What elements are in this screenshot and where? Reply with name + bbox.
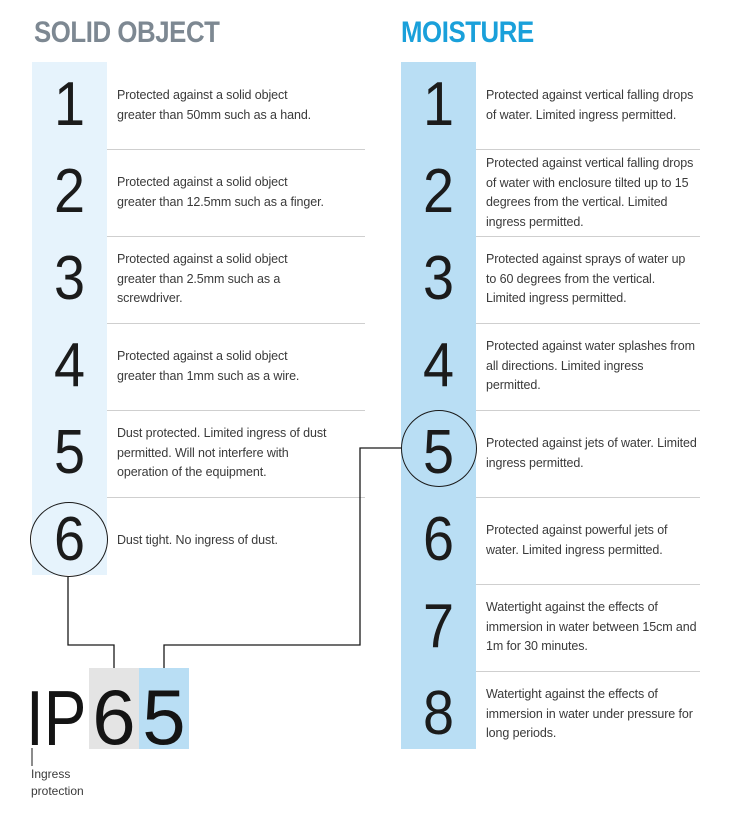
solid-level-description: Protected against a solid object greater than 1mm such as a wire. xyxy=(117,349,300,383)
solid-level-number: 4 xyxy=(53,331,86,400)
ip-moisture-digit: 5 xyxy=(142,673,186,761)
ip-prefix: IP xyxy=(26,674,87,762)
solid-connector-line xyxy=(68,577,114,668)
moisture-level-number: 4 xyxy=(422,331,455,400)
solid-level-description: Dust tight. No ingress of dust. xyxy=(117,533,278,547)
solid-level-description: Protected against a solid object greater than 12.5mm such as a finger. xyxy=(117,175,324,209)
solid-level-number: 6 xyxy=(53,505,86,574)
moisture-level-description: Protected against vertical falling drops of water with enclosure tilted up to 15 degrees from the vertical. Limited ingress permitted. xyxy=(486,156,694,229)
moisture-level-number: 3 xyxy=(422,244,455,313)
solid-level-number: 2 xyxy=(53,157,86,226)
moisture-level-number: 1 xyxy=(422,70,455,139)
moisture-level-number: 6 xyxy=(422,505,455,574)
solid-object-title: SOLID OBJECT xyxy=(34,16,220,49)
ip-solid-digit-box xyxy=(89,668,139,761)
solid-level-number: 5 xyxy=(53,418,86,487)
ip-solid-digit: 6 xyxy=(92,673,136,761)
moisture-level-description: Watertight against the effects of immersion in water under pressure for long periods. xyxy=(486,687,693,740)
moisture-level-number: 2 xyxy=(422,157,455,226)
moisture-title: MOISTURE xyxy=(401,16,534,49)
moisture-level-description: Protected against sprays of water up to 60 degrees from the vertical. Limited ingress permitted. xyxy=(486,252,686,305)
ingress-protection-label: Ingress protection xyxy=(31,767,84,798)
moisture-level-description: Protected against jets of water. Limited ingress permitted. xyxy=(486,436,697,470)
moisture-level-number: 8 xyxy=(422,679,455,748)
solid-level-description: Dust protected. Limited ingress of dust permitted. Will not interfere with operation of the equipment. xyxy=(117,426,327,479)
moisture-level-description: Watertight against the effects of immersion in water between 15cm and 1m for 30 minutes. xyxy=(486,600,697,653)
solid-level-number: 3 xyxy=(53,244,86,313)
moisture-connector-line xyxy=(164,448,401,668)
solid-level-number: 1 xyxy=(53,70,86,139)
solid-level-description: Protected against a solid object greater than 50mm such as a hand. xyxy=(117,88,312,122)
ip-moisture-digit-box xyxy=(139,668,189,761)
moisture-level-number: 7 xyxy=(422,592,455,661)
moisture-level-description: Protected against powerful jets of water. Limited ingress permitted. xyxy=(486,523,668,557)
moisture-level-description: Protected against water splashes from all directions. Limited ingress permitted. xyxy=(486,339,695,392)
solid-level-description: Protected against a solid object greater than 2.5mm such as a screwdriver. xyxy=(117,252,288,305)
moisture-level-description: Protected against vertical falling drops of water. Limited ingress permitted. xyxy=(486,88,694,122)
moisture-level-number: 5 xyxy=(422,418,455,487)
